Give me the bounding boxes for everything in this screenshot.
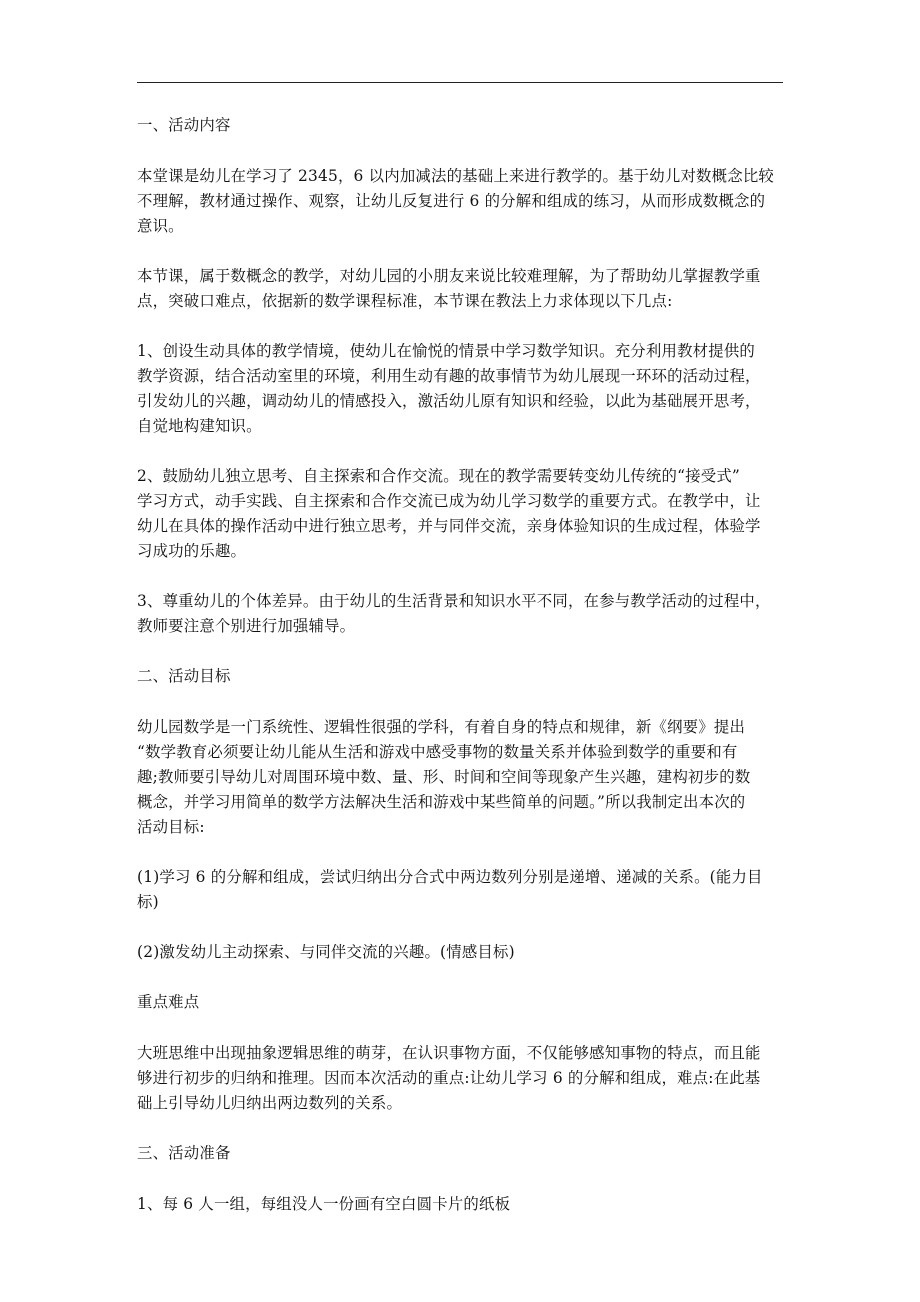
- paragraph-point-3: 3、尊重幼儿的个体差异。由于幼儿的生活背景和知识水平不同，在参与教学活动的过程中， 教师要注意个别进行加强辅导。: [137, 592, 771, 635]
- document-body: [137, 113, 787, 1242]
- paragraph-intro: 本堂课是幼儿在学习了 2345，6 以内加减法的基础上来进行教学的。基于幼儿对数概念比较 不理解，教材通过操作、观察，让幼儿反复进行 6 的分解和组成的练习，从而形成数概念的 意识。: [137, 167, 774, 235]
- paragraph-point-2: 2、鼓励幼儿独立思考、自主探索和合作交流。现在的教学需要转变幼儿传统的“接受式” 学习方式，动手实践、自主探索和合作交流已成为幼儿学习数学的重要方式。在教学中，让 幼儿在具体的操作活动中进行独立思考，并与同伴交流，亲身体验知识的生成过程，体验学 习成功的乐趣。: [137, 467, 761, 560]
- section-heading-activity-goals: 二、活动目标: [137, 667, 231, 685]
- paragraph-goal-2: (2)激发幼儿主动探索、与同伴交流的兴趣。(情感目标): [137, 943, 515, 961]
- section-heading-activity-content: 一、活动内容: [137, 116, 231, 134]
- paragraph-goal-1: (1)学习 6 的分解和组成，尝试归纳出分合式中两边数列分别是递增、递减的关系。(能力目 标): [137, 868, 763, 911]
- paragraph-goals-intro: 幼儿园数学是一门系统性、逻辑性很强的学科，有着自身的特点和规律，新《纲要》提出 “数学教育必须要让幼儿能从生活和游戏中感受事物的数量关系并体验到数学的重要和有 趣;教师要引导幼儿对周围环境中数、量、形、时间和空间等现象产生兴趣，建构初步的数 概念，并学习用简单的数学方法解决生活和游戏中某些简单的问题。”所以我制定出本次的 活动目标:: [137, 718, 751, 836]
- header-rule: [137, 82, 783, 83]
- paragraph-key-points: 大班思维中出现抽象逻辑思维的萌芽，在认识事物方面，不仅能够感知事物的特点，而且能 够进行初步的归纳和推理。因而本次活动的重点:让幼儿学习 6 的分解和组成，难点:在此基 础上引导幼儿归纳出两边数列的关系。: [137, 1044, 761, 1112]
- section-heading-preparation: 三、活动准备: [137, 1144, 231, 1162]
- paragraph-preparation-1: 1、每 6 人一组，每组没人一份画有空白圆卡片的纸板: [137, 1195, 511, 1213]
- paragraph-point-1: 1、创设生动具体的教学情境，使幼儿在愉悦的情景中学习数学知识。充分利用教材提供的 教学资源，结合活动室里的环境，利用生动有趣的故事情节为幼儿展现一环环的活动过程， 引发幼儿的兴趣，调动幼儿的情感投入，激活幼儿原有知识和经验，以此为基础展开思考， 自觉地构建知识。: [137, 342, 761, 435]
- section-heading-key-points: 重点难点: [137, 993, 200, 1011]
- paragraph-method-overview: 本节课，属于数概念的教学，对幼儿园的小朋友来说比较难理解，为了帮助幼儿掌握教学重 点，突破口难点，依据新的数学课程标准，本节课在教法上力求体现以下几点:: [137, 267, 761, 310]
